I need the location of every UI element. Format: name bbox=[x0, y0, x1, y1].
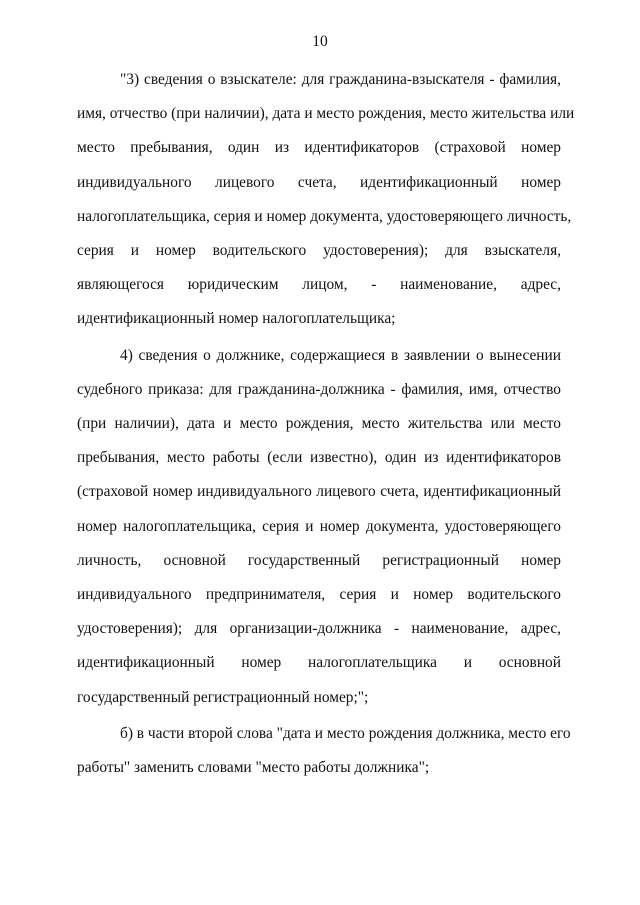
text-line: место пребывания, один из идентификаторов (страховой номер bbox=[77, 139, 561, 157]
paragraph-debtor-info bbox=[77, 339, 561, 715]
text-line: (при наличии), дата и место рождения, место жительства или место bbox=[77, 415, 561, 433]
text-line: государственный регистрационный номер;"; bbox=[77, 688, 369, 706]
text-line: налогоплательщика, серия и номер документа, удостоверяющего личность, bbox=[77, 207, 572, 225]
text-line: номер налогоплательщика, серия и номер документа, удостоверяющего bbox=[77, 517, 561, 535]
text-line: 4) сведения о должнике, содержащиеся в заявлении о вынесении bbox=[120, 346, 561, 364]
text-line: идентификационный номер налогоплательщика и основной bbox=[77, 654, 561, 672]
text-line: б) в части второй слова "дата и место рождения должника, место его bbox=[120, 724, 571, 742]
document-body bbox=[77, 63, 575, 785]
page-number: 10 bbox=[312, 33, 328, 50]
text-line: идентификационный номер налогоплательщика; bbox=[77, 310, 396, 328]
text-line: личность, основной государственный регистрационный номер bbox=[77, 551, 561, 569]
text-line: судебного приказа: для гражданина-должника - фамилия, имя, отчество bbox=[77, 380, 561, 398]
text-line: работы" заменить словами "место работы должника"; bbox=[77, 759, 430, 777]
text-line: индивидуального предпринимателя, серия и номер водительского bbox=[77, 586, 561, 604]
text-line: удостоверения); для организации-должника - наименование, адрес, bbox=[77, 620, 561, 638]
text-line: (страховой номер индивидуального лицевого счета, идентификационный bbox=[77, 483, 561, 501]
text-line: "3) сведения о взыскателе: для гражданина-взыскателя - фамилия, bbox=[120, 71, 561, 88]
text-line: являющегося юридическим лицом, - наименование, адрес, bbox=[77, 276, 561, 294]
text-line: пребывания, место работы (если известно), один из идентификаторов bbox=[77, 449, 561, 467]
paragraph-amendment-b bbox=[77, 717, 571, 785]
paragraph-claimant-info bbox=[77, 63, 575, 337]
text-line: индивидуального лицевого счета, идентификационный номер bbox=[77, 173, 561, 191]
text-line: серия и номер водительского удостоверения); для взыскателя, bbox=[77, 242, 561, 260]
text-line: имя, отчество (при наличии), дата и место рождения, место жительства или bbox=[77, 105, 575, 123]
